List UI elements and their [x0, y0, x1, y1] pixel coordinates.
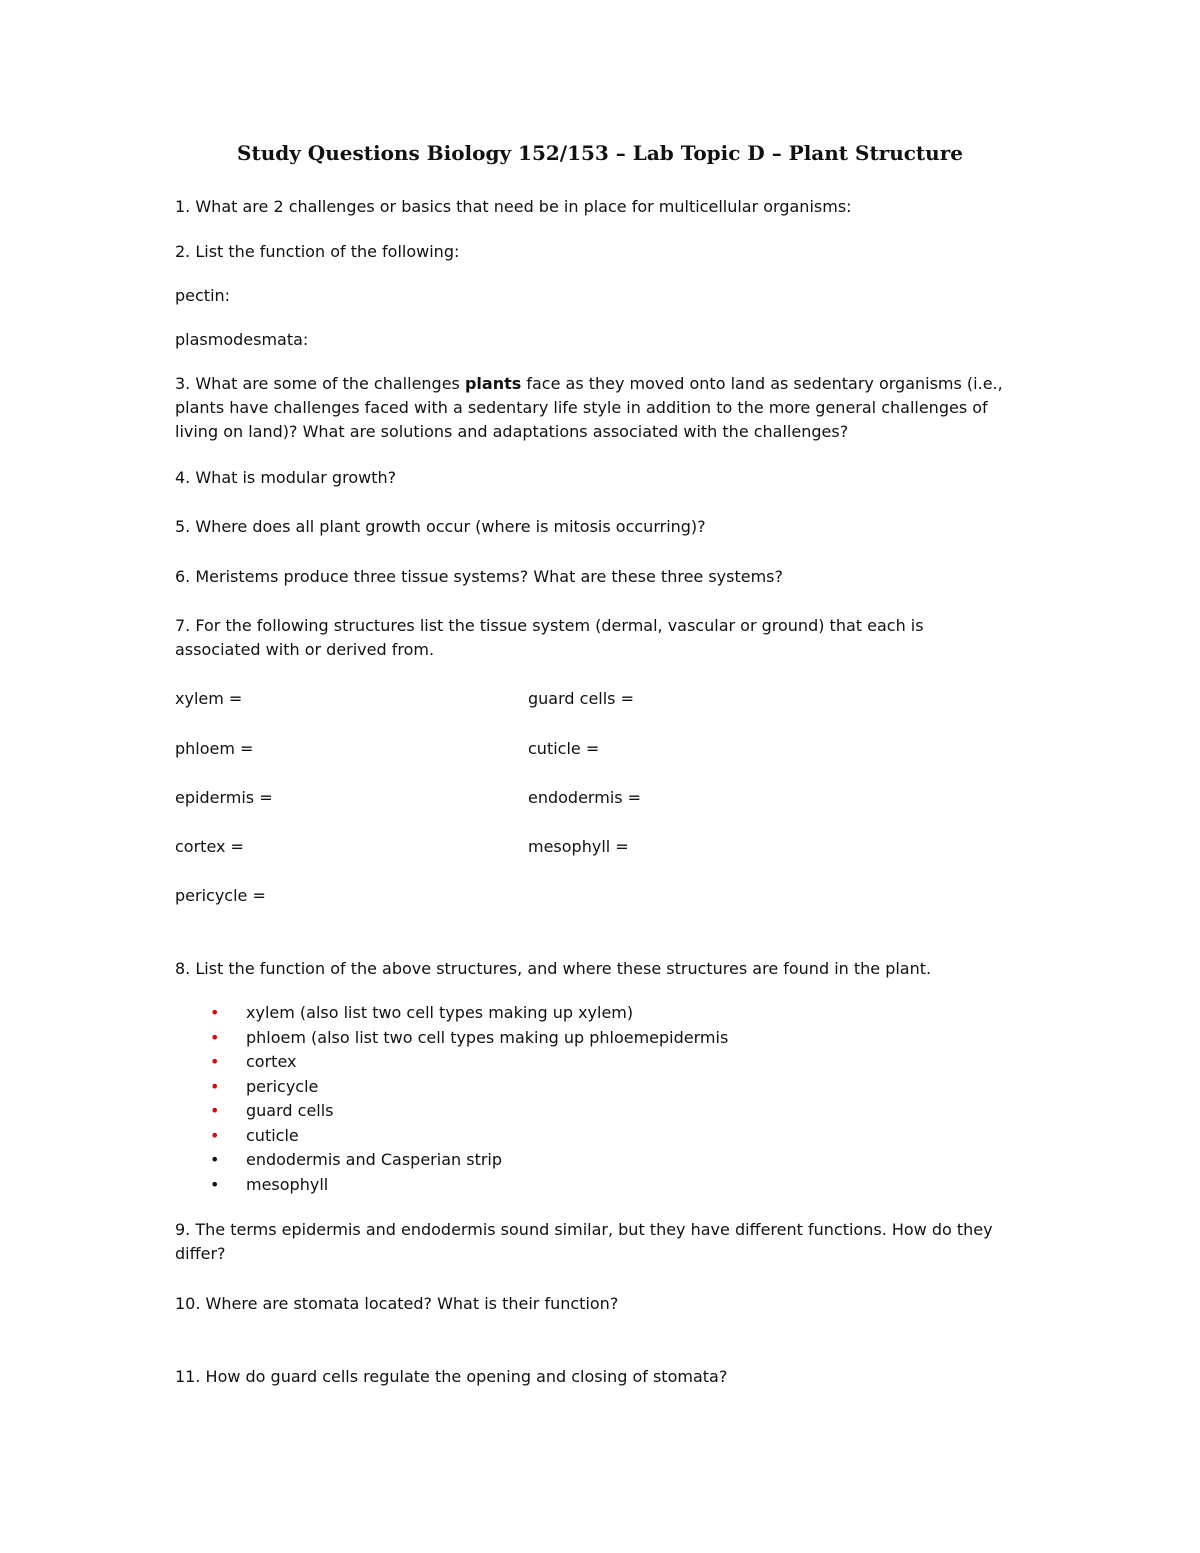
list-item-text: cortex [246, 1052, 297, 1071]
question-1: 1. What are 2 challenges or basics that need be in place for multicellular organisms: [175, 197, 852, 216]
list-item [206, 1050, 728, 1075]
bullet-icon: • [210, 1076, 220, 1096]
bullet-icon: • [210, 1027, 220, 1047]
question-3-emphasis: plants [464, 374, 522, 393]
bullet-icon: • [210, 1052, 220, 1071]
question-9: 9. The terms epidermis and endodermis sound similar, but they have different functions. How do they differ? [175, 1220, 993, 1263]
question-3 [175, 372, 1035, 444]
question-6: 6. Meristems produce three tissue systems? What are these three systems? [175, 567, 784, 586]
list-item [206, 1148, 728, 1173]
list-item-text: guard cells [246, 1101, 334, 1120]
list-item [206, 1173, 728, 1198]
question-4: 4. What is modular growth? [175, 468, 397, 487]
question-7: 7. For the following structures list the tissue system (dermal, vascular or ground) that each is associated with or derived from. [175, 616, 924, 659]
structure-endodermis: endodermis = [528, 788, 642, 807]
question-2-item-pectin: pectin: [175, 286, 231, 305]
question-2-item-plasmodesmata: plasmodesmata: [175, 330, 309, 349]
list-item [206, 1124, 728, 1149]
structure-phloem: phloem = [175, 739, 254, 758]
page-title: Study Questions Biology 152/153 – Lab Topic D – Plant Structure [237, 141, 963, 165]
question-8-bullet-list [206, 1001, 728, 1197]
structure-pericycle: pericycle = [175, 886, 266, 905]
question-3-text-start: 3. What are some of the challenges [175, 374, 465, 393]
question-5: 5. Where does all plant growth occur (where is mitosis occurring)? [175, 517, 706, 536]
question-11: 11. How do guard cells regulate the opening and closing of stomata? [175, 1367, 728, 1386]
question-10: 10. Where are stomata located? What is their function? [175, 1294, 619, 1313]
question-8: 8. List the function of the above structures, and where these structures are found in the plant. [175, 959, 932, 978]
bullet-icon: • [210, 1150, 220, 1169]
structure-cuticle: cuticle = [528, 739, 600, 758]
list-item-text: mesophyll [246, 1174, 329, 1194]
question-2: 2. List the function of the following: [175, 242, 460, 261]
structure-xylem: xylem = [175, 689, 243, 708]
list-item-text: endodermis and Casperian strip [246, 1150, 503, 1169]
structure-cortex: cortex = [175, 837, 244, 856]
bullet-icon: • [210, 1101, 220, 1120]
list-item [206, 1099, 728, 1124]
structure-epidermis: epidermis = [175, 788, 273, 807]
structure-mesophyll: mesophyll = [528, 837, 629, 856]
list-item [206, 1026, 728, 1051]
bullet-icon: • [210, 1174, 220, 1194]
list-item [206, 1075, 728, 1100]
list-item-text: xylem (also list two cell types making up xylem) [246, 1003, 634, 1022]
bullet-icon: • [210, 1125, 220, 1145]
list-item-text: pericycle [246, 1076, 319, 1096]
bullet-icon: • [210, 1003, 220, 1022]
list-item-text: cuticle [246, 1125, 299, 1145]
structure-guard-cells: guard cells = [528, 689, 634, 708]
question-3-text-end: face as they moved onto land as sedentary organisms (i.e., plants have challenges faced with a sedentary life style in addition to the more general challenges of living on land)? What are solutions and adaptations associated with the challenges? [175, 374, 1003, 441]
list-item [206, 1001, 728, 1026]
list-item-text: phloem (also list two cell types making up phloemepidermis [246, 1027, 729, 1047]
